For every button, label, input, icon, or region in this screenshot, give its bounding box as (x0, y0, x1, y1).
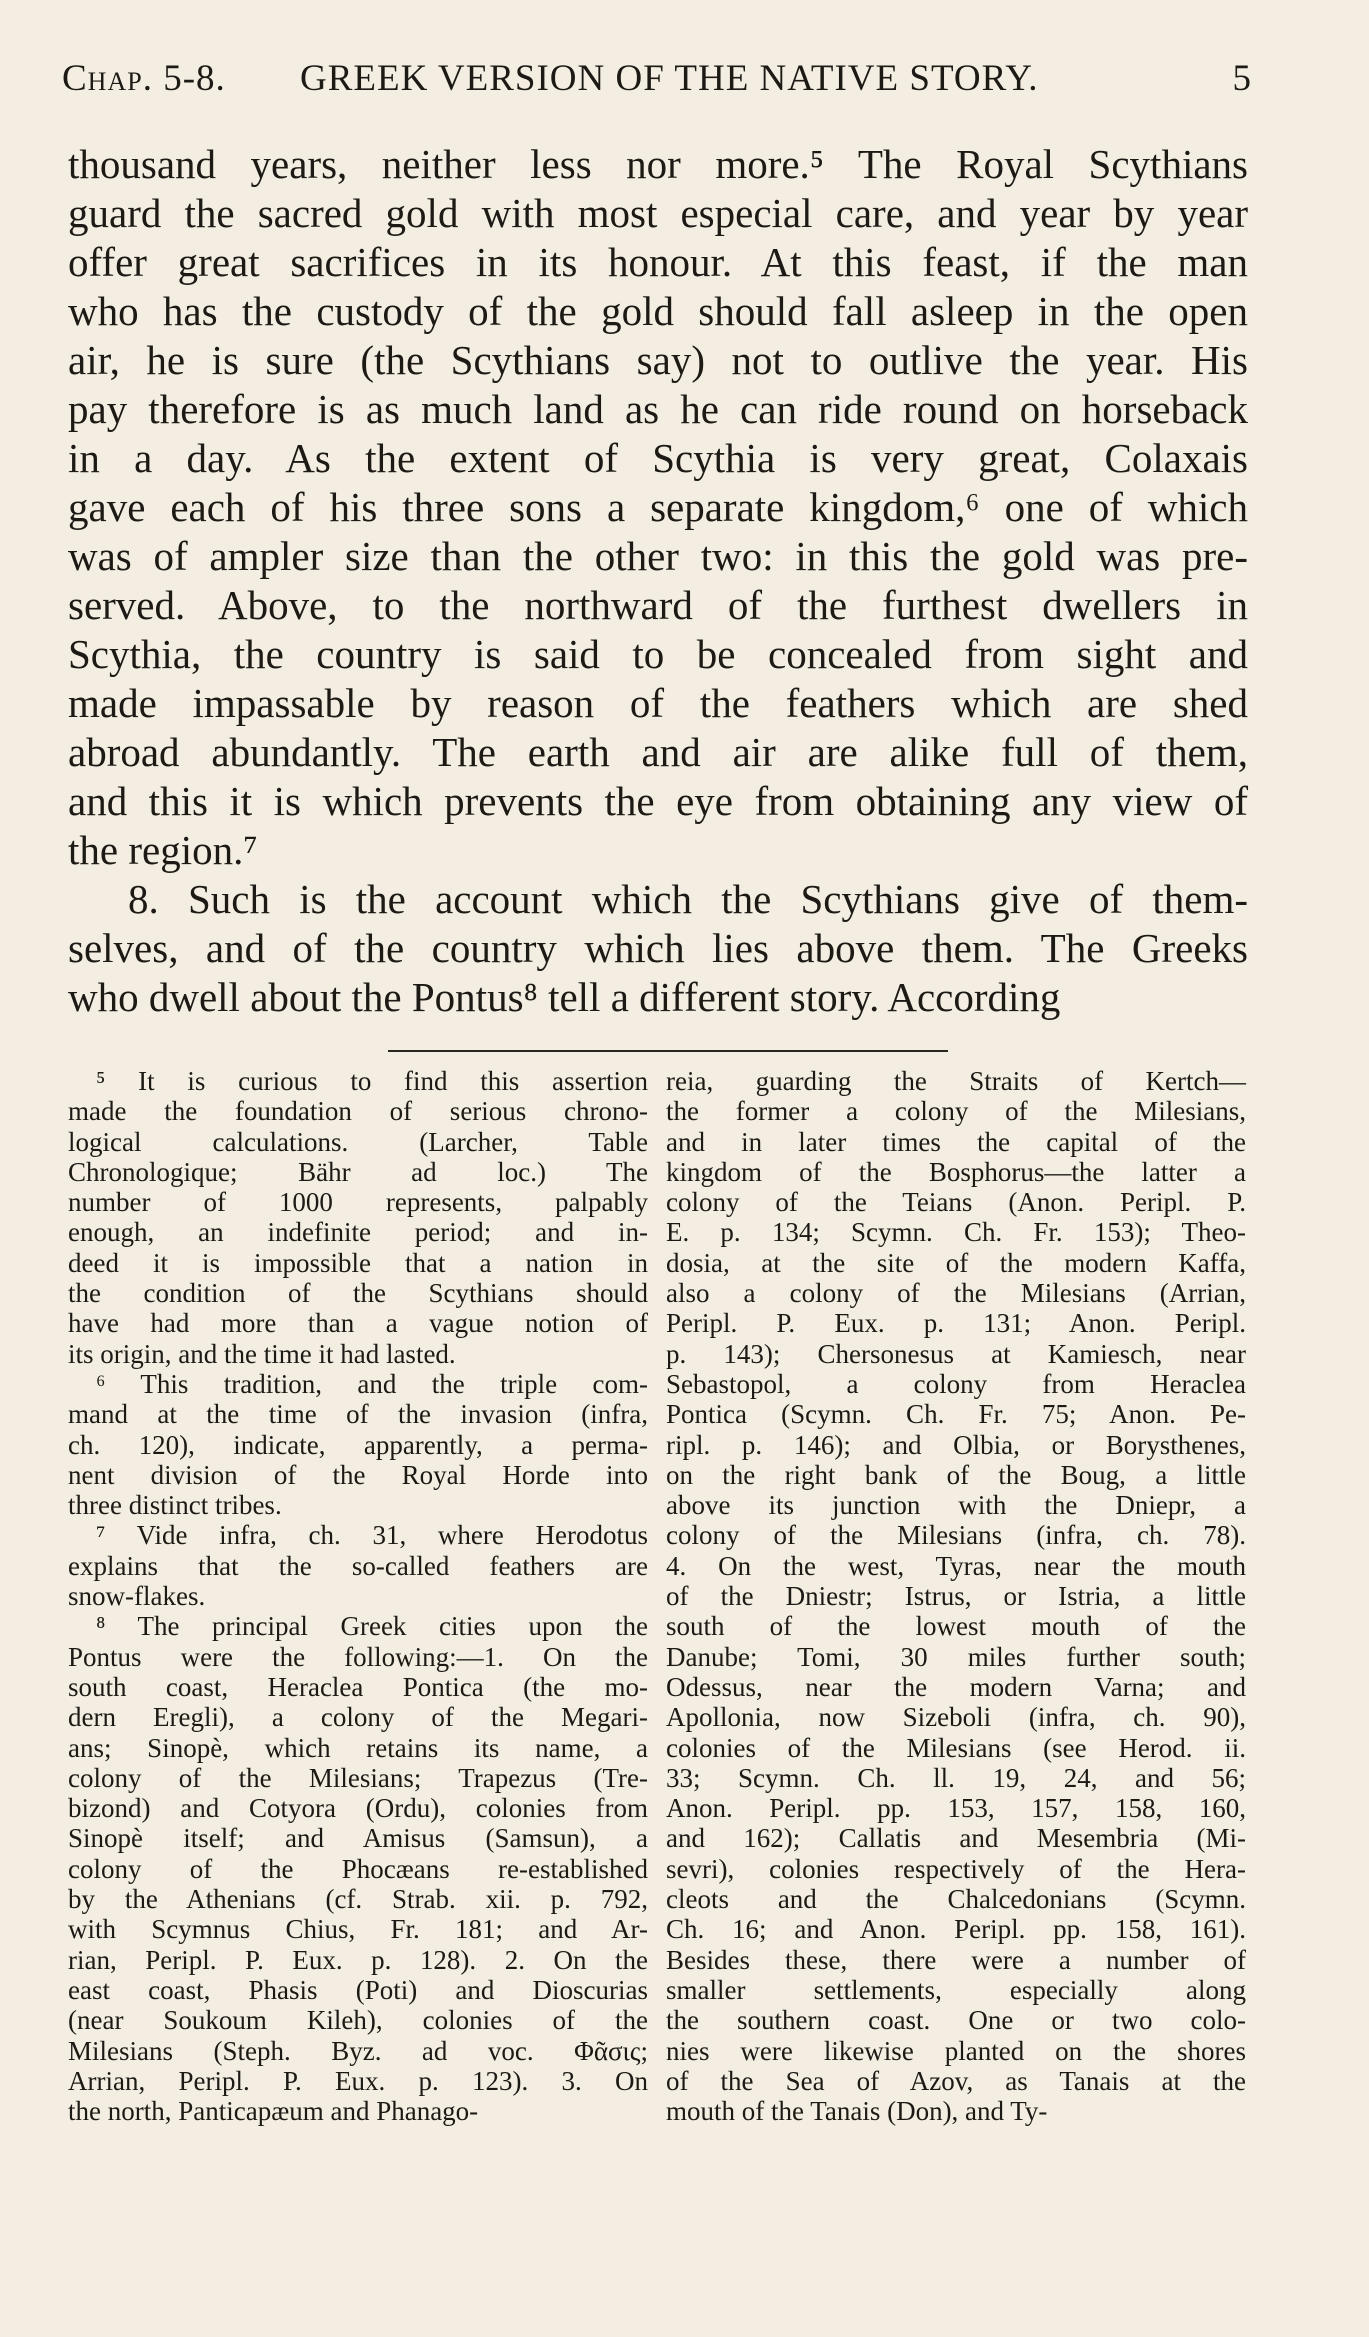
footnote-line: colony of the Milesians; Trapezus (Tre- (68, 1762, 648, 1793)
footnote-line: ⁷ Vide infra, ch. 31, where Herodotus (96, 1520, 648, 1551)
text-line: 8. Such is the account which the Scythians give of them- (128, 876, 1248, 922)
footnote-line: ripl. p. 146); and Olbia, or Borysthenes, (666, 1429, 1246, 1460)
footnote-line: nies were likewise planted on the shores (666, 2035, 1246, 2066)
text-line: air, he is sure (the Scythians say) not to outlive the year. His (68, 337, 1248, 383)
text-line: gave each of his three sons a separate kingdom,⁶ one of which (68, 484, 1248, 530)
footnote-line: Odessus, near the modern Varna; and (666, 1671, 1246, 1702)
footnote-line: Pontus were the following:—1. On the (68, 1641, 648, 1672)
footnote-line: Anon. Peripl. pp. 153, 157, 158, 160, (666, 1793, 1246, 1824)
text-line: served. Above, to the northward of the furthest dwellers in (68, 582, 1248, 628)
main-text (68, 140, 1248, 1022)
footnote-line: reia, guarding the Straits of Kertch— (666, 1066, 1246, 1096)
footnote-line: also a colony of the Milesians (Arrian, (666, 1278, 1246, 1309)
text-line: was of ampler size than the other two: in this the gold was pre- (68, 533, 1248, 579)
text-line: pay therefore is as much land as he can ride round on horseback (68, 386, 1248, 432)
footnote-line: Chronologique; Bähr ad loc.) The (68, 1156, 648, 1187)
footnote-line: ch. 120), indicate, apparently, a perma- (68, 1429, 648, 1460)
footnote-line: its origin, and the time it had lasted. (68, 1338, 456, 1369)
footnote-line: south coast, Heraclea Pontica (the mo- (68, 1671, 648, 1702)
chapter-reference: Chap. 5-8. (62, 58, 226, 99)
footnote-line: the condition of the Scythians should (68, 1278, 648, 1309)
footnote-line: south of the lowest mouth of the (666, 1611, 1246, 1642)
footnote-line: the former a colony of the Milesians, (666, 1096, 1246, 1127)
footnote-divider (388, 1050, 948, 1052)
footnote-line: p. 143); Chersonesus at Kamiesch, near (666, 1338, 1246, 1369)
text-line: and this it is which prevents the eye from obtaining any view of (68, 778, 1248, 824)
footnote-line: logical calculations. (Larcher, Table (68, 1126, 648, 1157)
footnote-line: mouth of the Tanais (Don), and Ty- (666, 2096, 1048, 2127)
footnote-line: sevri), colonies respectively of the Hera- (666, 1853, 1246, 1884)
footnote-line: Sebastopol, a colony from Heraclea (666, 1368, 1246, 1399)
footnote-line: ⁶ This tradition, and the triple com- (96, 1368, 648, 1399)
footnote-line: colonies of the Milesians (see Herod. ii. (666, 1732, 1246, 1763)
footnote-line: Peripl. P. Eux. p. 131; Anon. Peripl. (666, 1308, 1246, 1339)
footnote-line: Ch. 16; and Anon. Peripl. pp. 158, 161). (666, 1914, 1246, 1945)
footnote-line: mand at the time of the invasion (infra, (68, 1399, 648, 1430)
footnote-line: 33; Scymn. Ch. ll. 19, 24, and 56; (666, 1762, 1246, 1793)
footnote-line: cleots and the Chalcedonians (Scymn. (666, 1884, 1246, 1915)
footnote-line: made the foundation of serious chrono- (68, 1096, 648, 1127)
footnote-line: kingdom of the Bosphorus—the latter a (666, 1156, 1246, 1187)
footnote-line: Besides these, there were a number of (666, 1944, 1246, 1975)
footnote-line: snow-flakes. (68, 1581, 206, 1612)
footnote-line: colony of the Phocæans re-established (68, 1853, 648, 1884)
text-line: offer great sacrifices in its honour. At this feast, if the man (68, 239, 1248, 285)
footnote-line: by the Athenians (cf. Strab. xii. p. 792, (68, 1884, 648, 1915)
text-line: who has the custody of the gold should fall asleep in the open (68, 288, 1248, 334)
footnote-line: above its junction with the Dniepr, a (666, 1490, 1246, 1521)
footnote-line: ans; Sinopè, which retains its name, a (68, 1732, 648, 1763)
footnote-line: Pontica (Scymn. Ch. Fr. 75; Anon. Pe- (666, 1399, 1246, 1430)
text-line: the region.⁷ (68, 827, 258, 873)
footnote-line: of the Dniestr; Istrus, or Istria, a little (666, 1581, 1246, 1612)
text-line: thousand years, neither less nor more.⁵ The Royal Scythians (68, 141, 1248, 187)
text-line: guard the sacred gold with most especial care, and year by year (68, 190, 1248, 236)
footnote-line: dern Eregli), a colony of the Megari- (68, 1702, 648, 1733)
footnote-line: rian, Peripl. P. Eux. p. 128). 2. On the (68, 1944, 648, 1975)
footnote-line: dosia, at the site of the modern Kaffa, (666, 1247, 1246, 1278)
text-line: abroad abundantly. The earth and air are alike full of them, (68, 729, 1248, 775)
running-header (62, 54, 1252, 104)
footnote-line: number of 1000 represents, palpably (68, 1187, 648, 1218)
footnotes-left-column (68, 1066, 648, 2126)
footnotes-right-column (666, 1066, 1246, 2126)
running-title: GREEK VERSION OF THE NATIVE STORY. (300, 58, 1039, 99)
footnote-line: and 162); Callatis and Mesembria (Mi- (666, 1823, 1246, 1854)
footnote-line: ⁸ The principal Greek cities upon the (96, 1611, 648, 1642)
footnote-line: on the right bank of the Boug, a little (666, 1459, 1246, 1490)
footnote-line: (near Soukoum Kileh), colonies of the (68, 2005, 648, 2036)
footnote-line: Arrian, Peripl. P. Eux. p. 123). 3. On (68, 2065, 648, 2096)
text-line: selves, and of the country which lies above them. The Greeks (68, 925, 1248, 971)
text-line: who dwell about the Pontus⁸ tell a different story. According (68, 974, 1061, 1020)
footnote-line: smaller settlements, especially along (666, 1974, 1246, 2005)
footnote-line: east coast, Phasis (Poti) and Dioscurias (68, 1974, 648, 2005)
footnote-line: deed it is impossible that a nation in (68, 1247, 648, 1278)
page-number: 5 (1232, 58, 1252, 99)
footnote-line: and in later times the capital of the (666, 1126, 1246, 1157)
footnote-line: colony of the Teians (Anon. Peripl. P. (666, 1187, 1246, 1218)
footnote-line: bizond) and Cotyora (Ordu), colonies from (68, 1793, 648, 1824)
footnote-line: colony of the Milesians (infra, ch. 78). (666, 1520, 1246, 1551)
footnote-line: nent division of the Royal Horde into (68, 1459, 648, 1490)
footnote-line: Apollonia, now Sizeboli (infra, ch. 90), (666, 1702, 1246, 1733)
footnote-line: with Scymnus Chius, Fr. 181; and Ar- (68, 1914, 648, 1945)
footnote-line: Danube; Tomi, 30 miles further south; (666, 1641, 1246, 1672)
text-line: made impassable by reason of the feathers which are shed (68, 680, 1248, 726)
footnote-line: explains that the so-called feathers are (68, 1550, 648, 1581)
footnote-line: E. p. 134; Scymn. Ch. Fr. 153); Theo- (666, 1217, 1246, 1248)
text-line: in a day. As the extent of Scythia is very great, Colaxais (68, 435, 1248, 481)
footnote-line: enough, an indefinite period; and in- (68, 1217, 648, 1248)
footnote-line: three distinct tribes. (68, 1490, 282, 1521)
footnote-line: the southern coast. One or two colo- (666, 2005, 1246, 2036)
footnote-line: have had more than a vague notion of (68, 1308, 648, 1339)
footnote-line: of the Sea of Azov, as Tanais at the (666, 2065, 1246, 2096)
footnote-line: ⁵ It is curious to find this assertion (96, 1066, 648, 1096)
footnote-line: Milesians (Steph. Byz. ad voc. Φᾶσις; (68, 2035, 648, 2066)
footnote-line: 4. On the west, Tyras, near the mouth (666, 1550, 1246, 1581)
footnote-line: the north, Panticapæum and Phanago- (68, 2096, 479, 2127)
footnote-line: Sinopè itself; and Amisus (Samsun), a (68, 1823, 648, 1854)
text-line: Scythia, the country is said to be concealed from sight and (68, 631, 1248, 677)
